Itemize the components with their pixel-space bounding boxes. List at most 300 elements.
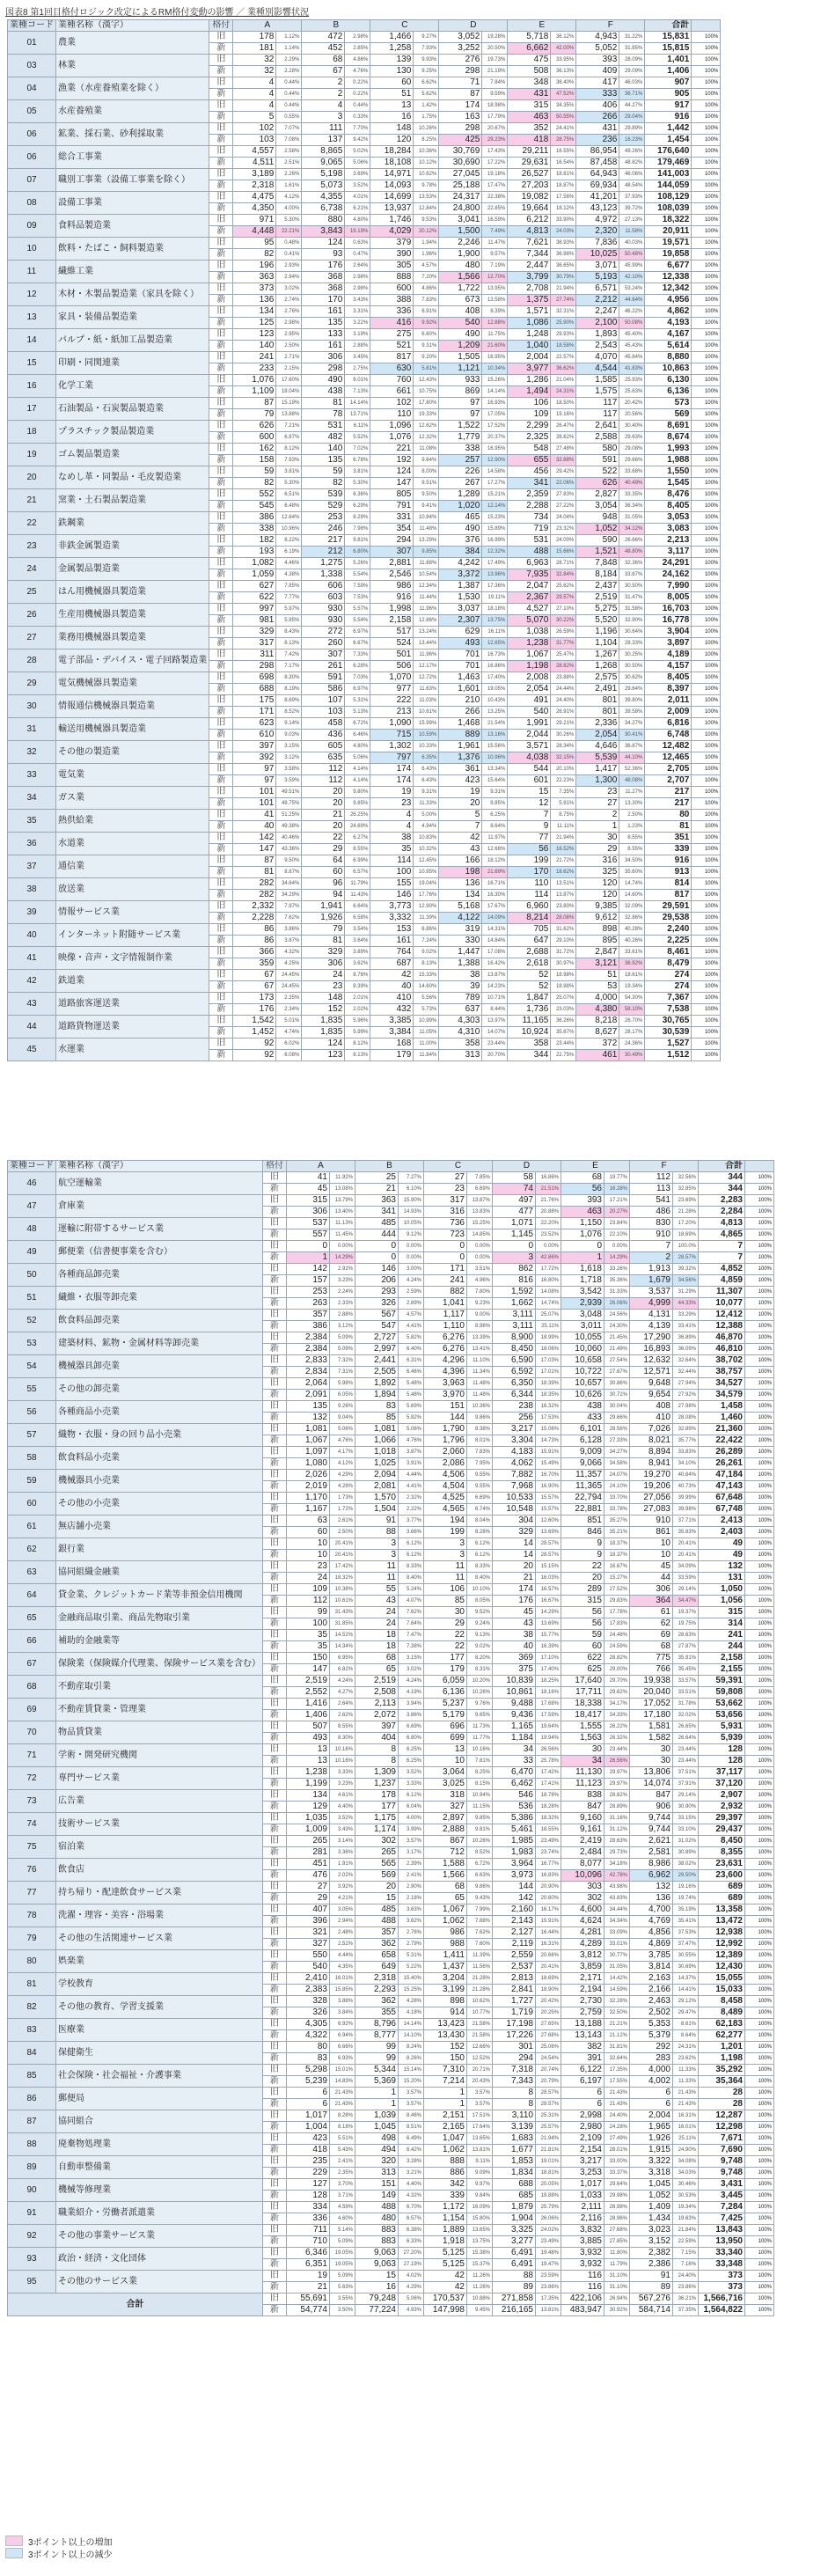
cell-count: 41 [287, 1172, 330, 1184]
cell-percent: 25.57% [536, 2122, 561, 2133]
cell-percent: 22.85% [482, 203, 508, 215]
cell-percent: 2.39% [399, 1859, 424, 1870]
cell-percent: 9.31% [414, 341, 439, 352]
cell-percent: 3.17% [399, 1847, 424, 1859]
cell-count: 27,045 [439, 169, 482, 180]
cell-count: 7 [439, 821, 482, 833]
cell-percent: 7.83% [414, 295, 439, 306]
cell-count: 152 [424, 2042, 467, 2053]
cell-percent: 7.81% [467, 1756, 493, 1767]
cell-count: 292 [630, 2042, 673, 2053]
cell-count: 9,161 [561, 1824, 605, 1836]
cell-count: 6,592 [493, 1367, 536, 1378]
industry-code: 47 [8, 1195, 56, 1218]
cell-percent: 15.23% [482, 512, 508, 524]
cell-percent: 27.48% [551, 444, 576, 455]
rating-kind: 新 [263, 1962, 287, 1973]
rating-kind: 旧 [263, 1653, 287, 1664]
row-total-pct: 100% [692, 123, 721, 135]
cell-percent: 6.36% [345, 489, 370, 501]
cell-percent: 6.72% [345, 718, 370, 730]
cell-percent: 40.46% [276, 833, 302, 844]
cell-count: 99 [355, 2042, 399, 2053]
cell-count: 6,462 [493, 1779, 536, 1790]
cell-count: 33 [493, 1756, 536, 1767]
cell-percent: 3.23% [330, 1779, 355, 1790]
cell-count: 123 [302, 1050, 345, 1061]
industry-code: 40 [8, 924, 56, 947]
cell-count: 4,038 [508, 752, 551, 764]
cell-count: 5,179 [424, 1710, 467, 1721]
industry-name: その他の事業サービス業 [56, 2225, 263, 2248]
cell-percent: 20.42% [619, 398, 645, 409]
industry-code: 57 [8, 1424, 56, 1447]
cell-percent: 39.99% [673, 1493, 699, 1504]
cell-percent: 8.75% [551, 810, 576, 821]
industry-name: その他の卸売業 [56, 1378, 263, 1401]
table-row [8, 352, 721, 363]
cell-percent: 7.93% [414, 43, 439, 55]
cell-count: 2,325 [508, 432, 551, 444]
cell-count: 1,175 [355, 1813, 399, 1824]
cell-count: 1 [355, 2099, 399, 2110]
cell-percent: 3.81% [276, 466, 302, 478]
cell-percent: 17.76% [414, 890, 439, 901]
cell-count: 306 [287, 1207, 330, 1218]
grand-cell-count: 216,165 [493, 2305, 536, 2316]
cell-percent: 2.76% [276, 306, 302, 318]
row-total-pct: 100% [745, 1744, 774, 1756]
cell-count: 3,812 [561, 1950, 605, 1962]
cell-count: 600 [370, 283, 414, 295]
cell-count: 497 [493, 1195, 536, 1207]
cell-count: 24,800 [439, 203, 482, 215]
industry-name: 農業 [56, 32, 209, 55]
cell-count: 329 [302, 947, 345, 958]
cell-percent: 14.07% [482, 1027, 508, 1038]
cell-percent: 14.29% [536, 1607, 561, 1618]
cell-percent: 17.27% [482, 478, 508, 489]
cell-count: 306 [630, 1584, 673, 1596]
industry-code: 76 [8, 1859, 56, 1882]
cell-percent: 2.34% [276, 1004, 302, 1016]
cell-percent: 18.37% [605, 1538, 630, 1550]
cell-percent: 37.47% [673, 1939, 699, 1950]
row-total-pct: 100% [692, 501, 721, 512]
table-row [8, 1016, 721, 1027]
cell-percent: 5.09% [330, 1332, 355, 1344]
cell-percent: 11.05% [414, 1027, 439, 1038]
row-total-pct: 100% [692, 341, 721, 352]
cell-percent: 8.13% [345, 1050, 370, 1061]
cell-count: 22 [561, 1561, 605, 1573]
cell-percent: 4.17% [330, 1447, 355, 1458]
cell-percent: 21.43% [605, 2099, 630, 2110]
cell-count: 2,552 [287, 1687, 330, 1699]
cell-percent: 2.93% [276, 261, 302, 272]
cell-percent: 27.94% [673, 1378, 699, 1390]
cell-count: 981 [233, 615, 276, 627]
rating-kind: 旧 [263, 1927, 287, 1939]
cell-percent: 44.27% [619, 100, 645, 112]
cell-percent: 8.43% [276, 627, 302, 638]
cell-percent: 2.59% [399, 1287, 424, 1298]
cell-count: 4,943 [576, 32, 619, 43]
cell-percent: 33.78% [605, 1504, 630, 1516]
rating-kind: 新 [263, 1596, 287, 1607]
cell-percent: 11.33% [673, 2076, 699, 2088]
cell-count: 2,575 [576, 672, 619, 684]
industry-code: 01 [8, 32, 56, 55]
rating-kind: 新 [263, 2282, 287, 2293]
row-total: 217 [645, 787, 692, 798]
cell-count: 5,386 [493, 1813, 536, 1824]
cell-percent: 21.21% [605, 2019, 630, 2030]
cell-percent: 7.19% [482, 261, 508, 272]
row-total: 1,527 [645, 1038, 692, 1050]
row-total-pct: 100% [692, 833, 721, 844]
industry-code: 88 [8, 2133, 56, 2156]
cell-percent: 27.92% [673, 1390, 699, 1401]
cell-percent: 37.71% [673, 1516, 699, 1527]
cell-count: 112 [302, 775, 345, 787]
table-row [8, 924, 721, 936]
cell-percent: 24.45% [276, 981, 302, 993]
row-total-pct: 100% [692, 1016, 721, 1027]
row-total-pct: 100% [692, 489, 721, 501]
cell-count: 112 [630, 1172, 673, 1184]
cell-count: 2,171 [561, 1973, 605, 1985]
industry-code: 68 [8, 1676, 56, 1699]
cell-percent: 17.64% [467, 2122, 493, 2133]
cell-percent: 10.16% [330, 1756, 355, 1767]
rating-kind: 旧 [263, 1950, 287, 1962]
cell-count: 38 [493, 1630, 536, 1641]
rating-kind: 新 [263, 1321, 287, 1332]
cell-count: 4,813 [508, 226, 551, 238]
cell-percent: 31.77% [551, 638, 576, 650]
cell-percent: 27.54% [605, 1355, 630, 1367]
cell-percent: 9.57% [482, 249, 508, 261]
cell-count: 294 [493, 2053, 536, 2065]
cell-percent: 33.90% [551, 215, 576, 226]
cell-count: 3,963 [424, 1378, 467, 1390]
cell-count: 4,000 [630, 2065, 673, 2076]
cell-count: 410 [630, 1413, 673, 1424]
cell-percent: 21.81% [536, 2145, 561, 2156]
industry-name: 電気機械器具製造業 [56, 672, 209, 695]
cell-count: 463 [508, 112, 551, 123]
cell-percent: 9.93% [414, 55, 439, 66]
cell-count: 1,983 [493, 1847, 536, 1859]
cell-count: 6,059 [424, 1676, 467, 1687]
cell-count: 362 [355, 1996, 399, 2007]
cell-count: 895 [576, 936, 619, 947]
cell-percent: 35.27% [605, 1516, 630, 1527]
cell-count: 217 [302, 535, 345, 547]
cell-count: 5,237 [424, 1699, 467, 1710]
cell-percent: 33.51% [673, 1687, 699, 1699]
cell-count: 81 [302, 398, 345, 409]
cell-percent: 13.53% [414, 192, 439, 203]
cell-count: 1,041 [424, 1298, 467, 1310]
cell-percent: 3.31% [345, 306, 370, 318]
cell-count: 19,082 [508, 192, 551, 203]
cell-percent: 27.68% [605, 2225, 630, 2236]
cell-percent: 4.59% [330, 2202, 355, 2213]
row-total: 12,412 [699, 1310, 745, 1321]
row-total-pct: 100% [692, 615, 721, 627]
cell-percent: 17.59% [536, 1710, 561, 1721]
header-code: 業種コード [8, 20, 56, 32]
cell-count: 382 [561, 2042, 605, 2053]
cell-percent: 1.75% [414, 112, 439, 123]
cell-count: 5,125 [424, 2248, 467, 2259]
cell-percent: 15.49% [536, 1458, 561, 1470]
rating-kind: 旧 [209, 650, 233, 661]
cell-count: 2,086 [424, 1458, 467, 1470]
cell-count: 418 [287, 2145, 330, 2156]
cell-count: 7 [630, 1241, 673, 1252]
rating-kind: 新 [209, 707, 233, 718]
cell-percent: 4.86% [345, 55, 370, 66]
table-row [8, 100, 721, 112]
rating-kind: 新 [263, 2305, 287, 2316]
cell-count: 6,122 [561, 2065, 605, 2076]
rating-kind: 旧 [209, 100, 233, 112]
row-total-pct: 100% [745, 1699, 774, 1710]
cell-percent: 24.56% [605, 1310, 630, 1321]
cell-count: 60 [287, 1527, 330, 1538]
row-total-pct: 100% [745, 2259, 774, 2271]
cell-count: 386 [233, 512, 276, 524]
row-total: 1,545 [645, 478, 692, 489]
cell-percent: 16.67% [605, 1561, 630, 1573]
cell-percent: 8.05% [467, 1596, 493, 1607]
cell-count: 1,566 [439, 272, 482, 283]
cell-percent: 3.81% [345, 466, 370, 478]
cell-count: 32 [233, 66, 276, 77]
row-total: 5,614 [645, 341, 692, 352]
table-row [8, 650, 721, 661]
cell-percent: 2.50% [276, 341, 302, 352]
cell-count: 334 [287, 2202, 330, 2213]
cell-count: 3,011 [561, 1321, 605, 1332]
cell-count: 14,971 [370, 169, 414, 180]
cell-percent: 20.71% [467, 2065, 493, 2076]
cell-count: 14 [493, 1538, 536, 1550]
cell-count: 372 [576, 1038, 619, 1050]
cell-count: 2,437 [576, 581, 619, 592]
cell-percent: 24.69% [345, 821, 370, 833]
row-total-pct: 100% [692, 844, 721, 855]
cell-count: 3,964 [493, 1859, 536, 1870]
cell-percent: 9.85% [345, 798, 370, 810]
cell-count: 221 [370, 444, 414, 455]
rating-kind: 新 [263, 2236, 287, 2248]
rating-kind: 新 [209, 684, 233, 695]
cell-count: 1,779 [439, 432, 482, 444]
cell-count: 4,525 [424, 1493, 467, 1504]
cell-count: 8,894 [630, 1447, 673, 1458]
cell-count: 9,009 [561, 1447, 605, 1458]
cell-count: 4,296 [424, 1355, 467, 1367]
cell-count: 1,062 [424, 2145, 467, 2156]
cell-percent: 39.32% [673, 1264, 699, 1275]
cell-count: 5,275 [576, 604, 619, 615]
rating-kind: 新 [263, 1687, 287, 1699]
cell-count: 10,626 [561, 1390, 605, 1401]
cell-percent: 15.14% [399, 2065, 424, 2076]
cell-count: 789 [439, 993, 482, 1004]
cell-count: 2,688 [508, 947, 551, 958]
row-total: 1,056 [699, 1596, 745, 1607]
header-code: 業種コード [8, 1161, 56, 1172]
cell-count: 8,627 [576, 1027, 619, 1038]
cell-count: 3,204 [424, 1973, 467, 1985]
cell-percent: 31.62% [551, 924, 576, 936]
rating-kind: 旧 [263, 1973, 287, 1985]
industry-code: 55 [8, 1378, 56, 1401]
rating-kind: 新 [263, 1985, 287, 1996]
cell-count: 25 [355, 1172, 399, 1184]
cell-percent: 9.55% [467, 1481, 493, 1493]
row-total-pct: 100% [692, 993, 721, 1004]
row-total-pct: 100% [745, 1950, 774, 1962]
cell-percent: 21.28% [467, 1985, 493, 1996]
cell-count: 99 [355, 2053, 399, 2065]
industry-name: 協同組織金融業 [56, 1561, 263, 1584]
rating-kind: 新 [263, 1435, 287, 1447]
cell-percent: 8.40% [399, 1573, 424, 1584]
cell-percent: 4.86% [414, 283, 439, 295]
cell-percent: 6.93% [330, 2053, 355, 2065]
cell-count: 97 [233, 775, 276, 787]
cell-percent: 21.58% [467, 2030, 493, 2042]
cell-count: 102 [233, 123, 276, 135]
cell-count: 517 [370, 627, 414, 638]
cell-percent: 40.26% [619, 936, 645, 947]
industry-name: 電子部品・デバイス・電子回路製造業 [56, 650, 209, 672]
row-total-pct: 100% [692, 901, 721, 913]
industry-code: 80 [8, 1950, 56, 1973]
row-total-pct: 100% [745, 1618, 774, 1630]
cell-percent: 2.62% [330, 1710, 355, 1721]
table-row [8, 1424, 774, 1435]
table-row [8, 901, 721, 913]
header-total: 合計 [699, 1161, 745, 1172]
cell-count: 590 [576, 535, 619, 547]
cell-count: 10,861 [493, 1687, 536, 1699]
table-row [8, 1355, 774, 1367]
cell-count: 2,419 [561, 1836, 605, 1847]
cell-percent: 7.77% [276, 592, 302, 604]
row-total: 1,442 [645, 123, 692, 135]
cell-percent: 26.59% [551, 627, 576, 638]
cell-percent: 34.33% [605, 1710, 630, 1721]
cell-percent: 26.06% [605, 1298, 630, 1310]
cell-percent: 48.54% [619, 180, 645, 192]
cell-percent: 25.62% [551, 581, 576, 592]
row-total-pct: 100% [692, 581, 721, 592]
cell-percent: 33.70% [605, 1493, 630, 1504]
cell-count: 8,214 [508, 913, 551, 924]
rating-kind: 旧 [263, 2065, 287, 2076]
rating-kind: 新 [209, 249, 233, 261]
cell-percent: 44.10% [619, 752, 645, 764]
cell-percent: 36.65% [551, 261, 576, 272]
cell-count: 136 [630, 1893, 673, 1904]
cell-percent: 4.28% [330, 1481, 355, 1493]
cell-percent: 9.85% [467, 1813, 493, 1824]
cell-percent: 19.94% [536, 1733, 561, 1744]
cell-count: 144 [493, 1882, 536, 1893]
cell-percent: 10.32% [414, 844, 439, 855]
cell-percent: 5.24% [399, 1584, 424, 1596]
cell-percent: 18.87% [551, 180, 576, 192]
row-total: 26,261 [699, 1458, 745, 1470]
cell-percent: 0.47% [345, 249, 370, 261]
cell-count: 6,276 [424, 1344, 467, 1355]
cell-count: 157 [287, 1275, 330, 1287]
table-row [8, 1218, 774, 1229]
cell-percent: 13.75% [482, 615, 508, 627]
cell-count: 1,082 [233, 558, 276, 569]
cell-count: 1,915 [630, 2145, 673, 2156]
industry-code: 41 [8, 947, 56, 970]
industry-name: 通信業 [56, 855, 209, 878]
cell-count: 9,385 [576, 901, 619, 913]
row-total: 67,648 [699, 1493, 745, 1504]
cell-percent: 5.48% [399, 1390, 424, 1401]
cell-percent: 5.14% [330, 2225, 355, 2236]
industry-name: 航空運輸業 [56, 1172, 263, 1195]
cell-count: 4,999 [630, 1298, 673, 1310]
cell-count: 6,197 [561, 2076, 605, 2088]
cell-count: 1,500 [439, 226, 482, 238]
cell-percent: 22.59% [673, 2236, 699, 2248]
cell-count: 461 [576, 1050, 619, 1061]
cell-percent: 13.69% [536, 1527, 561, 1538]
cell-percent: 7.59% [345, 581, 370, 592]
cell-count: 6 [287, 2099, 330, 2110]
industry-name: 金属製品製造業 [56, 558, 209, 581]
cell-count: 485 [355, 1218, 399, 1229]
cell-count: 2,447 [508, 261, 551, 272]
table-row [8, 833, 721, 844]
row-total: 905 [645, 89, 692, 100]
cell-count: 132 [287, 1413, 330, 1424]
row-total-pct: 100% [745, 1229, 774, 1241]
cell-percent: 3.54% [345, 924, 370, 936]
cell-percent: 14.23% [482, 981, 508, 993]
cell-count: 2,441 [355, 1355, 399, 1367]
cell-count: 1,683 [493, 2133, 536, 2145]
cell-count: 65 [355, 1664, 399, 1676]
cell-count: 605 [302, 741, 345, 752]
cell-count: 18 [355, 1641, 399, 1653]
row-total: 344 [699, 1172, 745, 1184]
cell-count: 358 [508, 1038, 551, 1050]
cell-count: 338 [439, 444, 482, 455]
cell-count: 9 [561, 1550, 605, 1561]
rating-kind: 新 [263, 2076, 287, 2088]
cell-percent: 5.26% [345, 558, 370, 569]
cell-percent: 12.52% [467, 2053, 493, 2065]
cell-count: 1,081 [355, 1424, 399, 1435]
cell-count: 736 [424, 1218, 467, 1229]
cell-percent: 34.09% [673, 1561, 699, 1573]
